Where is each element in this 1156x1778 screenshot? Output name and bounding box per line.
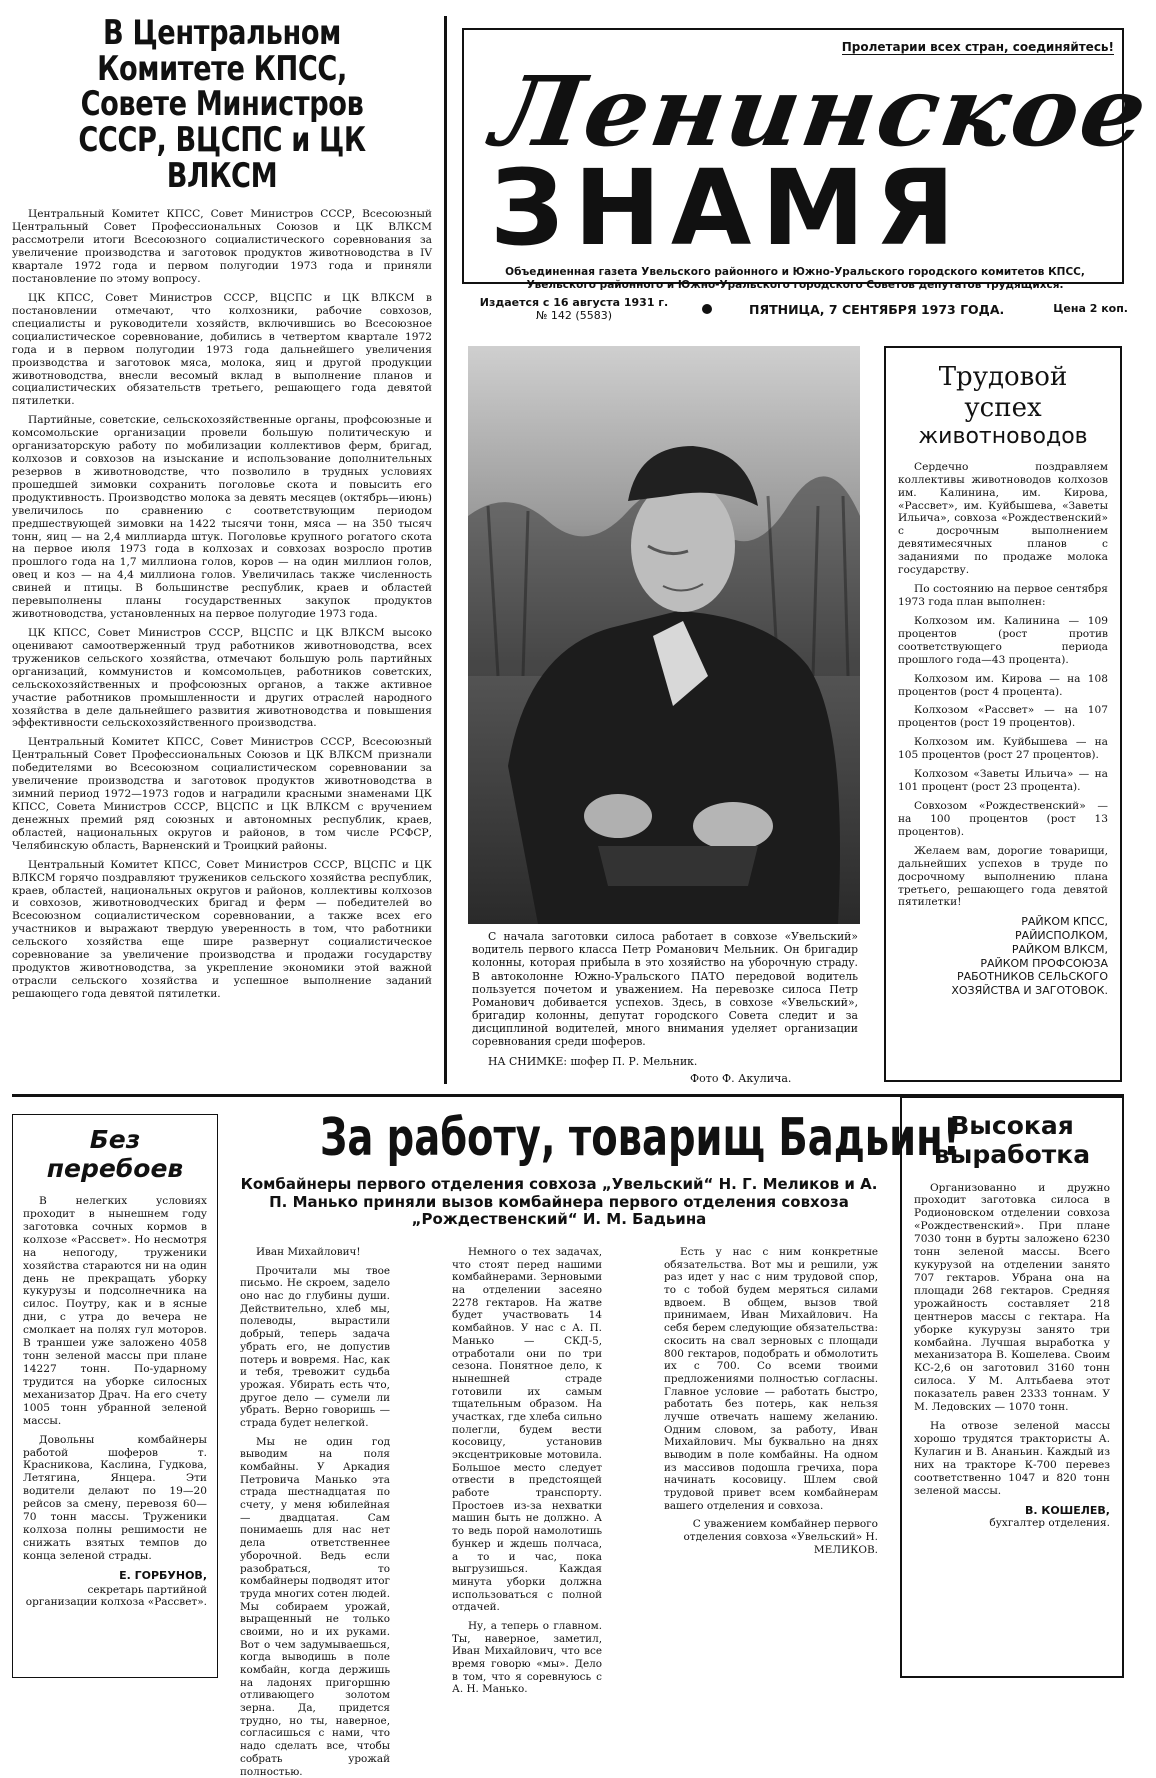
labor-success-title bbox=[898, 362, 1108, 451]
bez-pereboev-paragraph: Довольны комбайнеры работой шоферов т. Красникова, Каслина, Гудкова, Летягина, Янцера. Эти водители делают по 19—20 рейсов за смену, перевозя 60—70 тонн массы. Труженики колхоза полны решимости не снижать взятых темпов до конца зеленой страды. bbox=[23, 1433, 207, 1562]
main-article-headline: За работу, товарищ Бадьин! bbox=[319, 1108, 961, 1168]
bez-pereboev-author: Е. ГОРБУНОВ, bbox=[119, 1568, 207, 1582]
top-article-paragraph: Партийные, советские, сельскохозяйственные органы, профсоюзные и комсомольские организации провели большую политическую и организаторскую работу по мобилизации коллективов ферм, бригад, колхозов и совхозов на изыскание и использование дополнительных резервов в животноводстве, что позволило в трудных условиях прошедшей зимовки сохранить поголовье скота и повысить его продуктивность. Производство молока за девять месяцев (октябрь—июнь) увеличилось по сравнению с соответствующим периодом предшествующей зимовки на 1422 тысячи тонн, мяса — на 350 тысяч тонн, яиц — на 2,4 миллиарда штук. Поголовье крупного рогатого скота на первое июля 1973 года в колхозах и совхозах возросло против прошлого года на 1,7 миллиона голов, коров — на один миллион голов, овец и коз — на 4,4 миллиона голов. Увеличилась также численность свиней и птицы. В большинстве республик, краев и областей перевыполнены планы государственных закупок продуктов животноводства, установленных на первое полугодие 1973 года. bbox=[12, 414, 432, 621]
photo-caption bbox=[472, 930, 858, 1074]
labor-signature: РАБОТНИКОВ СЕЛЬСКОГО bbox=[956, 970, 1108, 984]
main-article-signature: С уважением комбайнер первого отделения совхоза «Увельский» Н. МЕЛИКОВ. bbox=[683, 1518, 878, 1556]
photo-credit: Фото Ф. Акулича. bbox=[690, 1072, 792, 1085]
bullet-icon bbox=[702, 304, 712, 314]
main-article-column-3 bbox=[664, 1246, 878, 1676]
labor-paragraph: Сердечно поздравляем коллективы животноводов колхозов им. Калинина, им. Кирова, «Рассвет», им. Куйбышева, «Заветы Ильича», совхоза «Рождественский» с досрочным выполнением девятимесячных планов с заданиями по продаже молока государству. bbox=[898, 460, 1108, 577]
labor-success-box bbox=[884, 346, 1122, 1082]
labor-title-line1: Трудовой bbox=[938, 362, 1068, 392]
main-article-subheadline: Комбайнеры первого отделения совхоза „Увельский“ Н. Г. Меликов и А. П. Манько приняли вызов комбайнера первого отделения совхоза „Рождественский“ И. М. Бадьина bbox=[240, 1175, 878, 1229]
high-output-paragraph: На отвозе зеленой массы хорошо трудятся трактористы А. Кулагин и В. Ананьин. Каждый из них на тракторе К-700 перевез соответственно 1047 и 820 тонн зеленой массы. bbox=[914, 1420, 1110, 1497]
labor-signature: РАЙИСПОЛКОМ, bbox=[1015, 929, 1108, 943]
high-output-title-line1: Высокая bbox=[950, 1111, 1074, 1140]
column-divider bbox=[444, 16, 447, 1084]
labor-paragraph: Совхозом «Рождественский» — на 100 процентов (рост 13 процентов). bbox=[898, 799, 1108, 838]
newspaper-title-line2: ЗНАМЯ bbox=[490, 147, 965, 269]
labor-signature: РАЙКОМ ПРОФСОЮЗА bbox=[980, 956, 1108, 970]
main-article-paragraph: Мы не один год выводим на поля комбайны. У Аркадия Петровича Манько эта страда шестнадцатая по счету, у меня юбилейная — двадцатая. Сам понимаешь для нас нет дела ответственнее уборочной. Ведь если разобраться, то комбайнеры подводят итог труда многих сотен людей. Мы собираем урожай, выращенный не только своими, но и их руками. Вот о чем задумываешься, когда выводишь в поле комбайн, когда держишь на ладонях пригоршню отливающего золотом зерна. Да, придется трудно, но ты, наверное, согласишься с нами, что надо сделать все, чтобы собрать урожай полностью. bbox=[240, 1435, 390, 1778]
issue-date: ПЯТНИЦА, 7 СЕНТЯБРЯ 1973 ГОДА. bbox=[749, 302, 1005, 317]
labor-signature: ХОЗЯЙСТВА И ЗАГОТОВОК. bbox=[951, 984, 1108, 998]
issue-since-block bbox=[474, 296, 674, 322]
bez-pereboev-title: Без перебоев bbox=[46, 1125, 184, 1183]
high-output-title bbox=[914, 1112, 1110, 1170]
labor-paragraph: По состоянию на первое сентября 1973 года план выполнен: bbox=[898, 583, 1108, 608]
high-output-paragraph: Организованно и дружно проходит заготовка силоса в Родионовском отделении совхоза «Рождественский». При плане 7030 тонн в бурты заложено 6230 тонн зеленой массы. Всего кукурузой на отделении занято 707 гектаров. Убрана она на площади 268 гектаров. Средняя урожайность составляет 218 центнеров массы с гектара. На уборке кукурузы занято три комбайна. Лучшая выработка у механизатора В. Кошелева. Своим КС-2,6 он заготовил 3160 тонн силоса. У М. Алтьбаева этот показатель равен 2333 тоннам. У М. Ледовских — 1070 тонн. bbox=[914, 1181, 1110, 1414]
bez-pereboev-author-role: секретарь партийной организации колхоза «Рассвет». bbox=[25, 1583, 207, 1609]
main-article-paragraph: Иван Михайлович! bbox=[256, 1246, 361, 1258]
photo-na-snimke: НА СНИМКЕ: шофер П. Р. Мельник. bbox=[488, 1054, 698, 1068]
main-article-paragraph: Прочитали мы твое письмо. Не скроем, задело оно нас до глубины души. Действительно, хлеб мы, полеводы, вырастили добрый, теперь задача убрать его, не допустив потерь и вовремя. Нас, как и тебя, тревожит судьба урожая. Убирать есть что, другое дело — сумели ли убрать. Верно говоришь — страда будет нелегкой. bbox=[240, 1264, 390, 1429]
labor-paragraph: Колхозом им. Кирова — на 108 процентов (рост 4 процента). bbox=[898, 672, 1108, 698]
labor-paragraph: Колхозом им. Калинина — 109 процентов (рост против соответствующего периода прошлого года—43 процента). bbox=[898, 614, 1108, 666]
labor-paragraph: Колхозом им. Куйбышева — на 105 процентов (рост 27 процентов). bbox=[898, 736, 1108, 762]
labor-title-line3: животноводов bbox=[918, 424, 1088, 450]
main-article-paragraph: Есть у нас с ним конкретные обязательства. Вот мы и решили, уж раз идет у нас с ним трудовой спор, то с тобой будем меряться силами вдвоем. В общем, вызов твой принимаем, Иван Михайлович. На себя берем следующие обязательства: скосить на свал зерновых с площади 800 гектаров, подобрать и обмолотить их с 700. Со всеми твоими предложениями полностью согласны. Главное условие — работать быстро, работать без потерь, как нельзя лучше отвечать нашему желанию. Одним словом, за работу, Иван Михайлович. Мы буквально на днях выводим в поле комбайны. На одном из массивов подошла гречиха, пора начинать косовицу. Шлем свой трудовой привет всем комбайнерам вашего отделения и совхоза. bbox=[664, 1246, 878, 1512]
top-article-paragraph: ЦК КПСС, Совет Министров СССР, ВЦСПС и ЦК ВЛКСМ в постановлении отмечают, что колхозники, рабочие совхозов, специалисты и руководители хозяйств, включившись во Всесоюзное социалистическое соревнование, добились в четвертом квартале 1972 года и в первом полугодии 1973 года дальнейшего увеличения производства и заготовок мяса, молока, яиц и другой продукции животноводства, внесли весомый вклад в выполнение планов и социалистических обязательств третьего, решающего года девятой пятилетки. bbox=[12, 291, 432, 408]
issue-number: № 142 (5583) bbox=[535, 309, 612, 322]
high-output-title-line2: выработка bbox=[933, 1139, 1091, 1169]
high-output-author-role: бухгалтер отделения. bbox=[989, 1516, 1110, 1529]
masthead bbox=[462, 28, 1156, 292]
main-article-header bbox=[236, 1108, 961, 1229]
portrait-image bbox=[468, 346, 860, 924]
top-article-paragraph: ЦК КПСС, Совет Министров СССР, ВЦСПС и ЦК ВЛКСМ высоко оценивают самоотверженный труд работников животноводства, всех тружеников сельского хозяйства, отмечают большую роль партийных организаций, коммунистов и комсомольцев, работников советских, сельскохозяйственных и профсоюзных органов, а также активное участие работников промышленности и других отраслей народного хозяйства в деле дальнейшего развития животноводства и повышения эффективности сельскохозяйственного производства. bbox=[12, 627, 432, 730]
bez-pereboev-paragraph: В нелегких условиях проходит в нынешнем году заготовка сочных кормов в колхозе «Рассвет». Но несмотря на непогоду, труженики хозяйства стараются ни на один день не прекращать уборку кукурузы и подсолнечника на силос. Поутру, как и в ясные дни, с утра до вечера не смолкает на полях гул моторов. В траншеи уже заложено 4058 тонн зеленой массы при плане 14227 тонн. По-ударному трудится на уборке силосных механизатор Драч. На его счету 1005 тонн убранной зеленой массы. bbox=[23, 1195, 207, 1427]
photo-driver bbox=[468, 346, 860, 924]
top-article-paragraph: Центральный Комитет КПСС, Совет Министров СССР, Всесоюзный Центральный Совет Профессиональных Союзов и ЦК ВЛКСМ признали победителями во Всесоюзном социалистическом соревновании за увеличение производства и заготовок продуктов животноводства в зимний период 1972—1973 годов и наградили красными знаменами ЦК КПСС, Совета Министров СССР, ВЦСПС и ЦК ВЛКСМ с вручением денежных премий ряд союзных и автономных республик, краев, областей, национальных округов и районов, в том числе РСФСР, Челябинскую область, Варненский и Троицкий районы. bbox=[12, 736, 432, 852]
top-article-paragraph: Центральный Комитет КПСС, Совет Министров СССР, Всесоюзный Центральный Совет Профессиональных Союзов и ЦК ВЛКСМ рассмотрели итоги Всесоюзного социалистического соревнования за увеличение производства и заготовок продуктов животноводства в IV квартале 1972 года и первом полугодии 1973 года и приняли постановление по этому вопросу. bbox=[12, 208, 432, 286]
high-output-author: В. КОШЕЛЕВ, bbox=[1024, 1503, 1110, 1517]
labor-paragraph: Колхозом «Заветы Ильича» — на 101 процент (рост 23 процента). bbox=[898, 768, 1108, 794]
issue-price: Цена 2 коп. bbox=[1053, 302, 1128, 315]
labor-signature: РАЙКОМ КПСС, bbox=[1021, 915, 1108, 929]
issue-line bbox=[474, 296, 1128, 326]
issue-since: Издается с 16 августа 1931 г. bbox=[479, 296, 669, 309]
labor-paragraph: Колхозом «Рассвет» — на 107 процентов (рост 19 процентов). bbox=[898, 704, 1108, 730]
top-article bbox=[12, 13, 432, 1081]
top-article-headline: В Центральном Комитете КПСС, Совете Министров СССР, ВЦСПС и ЦК ВЛКСМ bbox=[78, 13, 366, 196]
main-article-column-1 bbox=[240, 1246, 390, 1778]
bez-pereboev-box bbox=[12, 1114, 218, 1678]
masthead-subtitle: Объединенная газета Увельского районного и Южно-Уральского городского комитетов КПСС, Увельского районного и Южно-Уральского городского Советов депутатов трудящихся. bbox=[505, 266, 1085, 292]
main-article-column-2 bbox=[452, 1246, 602, 1696]
labor-signature: РАЙКОМ ВЛКСМ, bbox=[1011, 942, 1108, 956]
photo-caption-text: С начала заготовки силоса работает в совхозе «Увельский» водитель первого класса Петр Романович Мельник. Он бригадир колонны, которая прибыла в это хозяйство на уборочную страду. В автоколонне Южно-Уральского ПАТО передовой водитель пользуется почетом и уважением. На перевозке силоса Петр Романович добивается успехов. Здесь, в совхозе «Увельский», бригадир колонны, депутат городского Совета следит и за дисциплиной водителей, много внимания уделяет организации соревнования среди шоферов. bbox=[472, 930, 858, 1049]
newspaper-title-line1: Ленинское bbox=[485, 55, 1156, 168]
main-article-paragraph: Немного о тех задачах, что стоят перед нашими комбайнерами. Зерновыми на отделении засеяно 2278 гектаров. На жатве будет участвовать 14 комбайнов. У нас с А. П. Манько — СКД-5, отработали они по три сезона. Понятное дело, к нынешней страде готовили их самым тщательным образом. На участках, где хлеба сильно полегли, будем вести косовицу, установив эксцентриковые мотовила. Большое место следует отвести в предстоящей работе транспорту. Простоев из-за нехватки машин быть не должно. А то ведь порой намолотишь бункер и ждешь полчаса, а то и час, пока выгрузишься. Каждая минута уборки должна использоваться с полной отдачей. bbox=[452, 1246, 602, 1614]
top-article-paragraph: Центральный Комитет КПСС, Совет Министров СССР, ВЦСПС и ЦК ВЛКСМ горячо поздравляют тружеников сельского хозяйства республик, краев, областей, национальных округов и районов, коллективы колхозов и совхозов, животноводческих бригад и ферм — победителей во Всесоюзном социалистическом соревновании, а также всех его участников и выражают твердую уверенность в том, что работники сельского хозяйства еще шире развернут социалистическое соревнование за увеличение производства и продажи государству продуктов животноводства, за укрепление экономики этой важной отрасли сельского хозяйства и успешное выполнение заданий решающего года девятой пятилетки. bbox=[12, 858, 432, 1000]
labor-paragraph: Желаем вам, дорогие товарищи, дальнейших успехов в труде по досрочному выполнению плана третьего, решающего года девятой пятилетки! bbox=[898, 844, 1108, 909]
high-output-box bbox=[900, 1096, 1124, 1678]
labor-title-line2: успех bbox=[964, 393, 1042, 424]
masthead-slogan: Пролетарии всех стран, соединяйтесь! bbox=[841, 40, 1114, 54]
main-article-paragraph: Ну, а теперь о главном. Ты, наверное, заметил, Иван Михайлович, что все время говорю «мы». Дело в том, что я соревнуюсь с А. Н. Манько. bbox=[452, 1619, 602, 1696]
